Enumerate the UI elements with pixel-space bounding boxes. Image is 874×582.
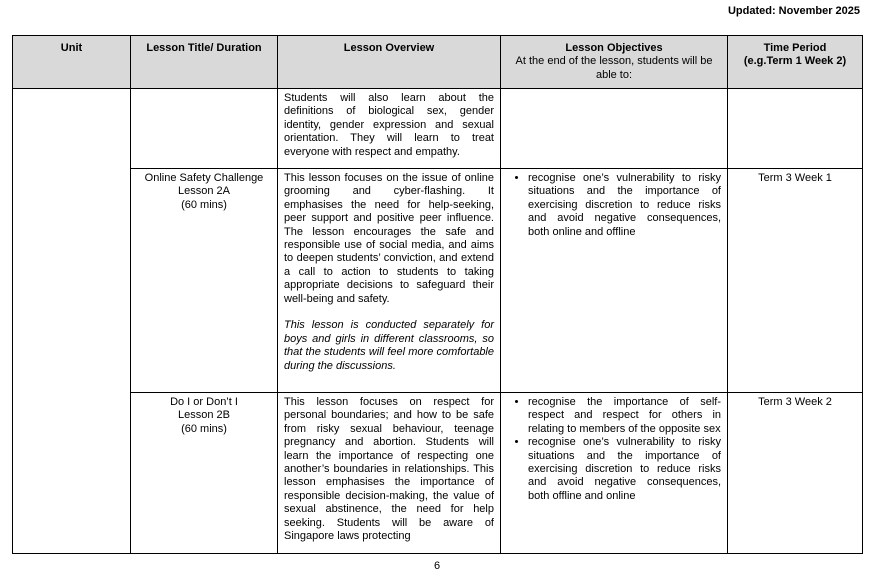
column-header-overview-label: Lesson Overview bbox=[343, 42, 435, 54]
objective-item: • recognise the importance of self-respect and respect for others in relating to members of the opposite sex bbox=[528, 396, 721, 436]
lesson-overview-cell bbox=[278, 169, 501, 393]
paragraph-spacer bbox=[284, 306, 494, 319]
column-header-time-period-subtext: (e.g.Term 1 Week 2) bbox=[743, 55, 847, 68]
lesson-title-cell bbox=[131, 89, 278, 169]
column-header-time-period-label: Time Period bbox=[763, 42, 827, 54]
lesson-overview-cell bbox=[278, 393, 501, 554]
objectives-list bbox=[507, 396, 721, 503]
updated-date-label: Updated: November 2025 bbox=[727, 5, 860, 17]
column-header-overview bbox=[278, 36, 501, 89]
table-row bbox=[13, 89, 863, 169]
unit-cell bbox=[13, 89, 131, 554]
objective-item: • recognise one’s vulnerability to risky situations and the importance of exercising discretion to reduce risks and avoid negative consequences, both offline and online bbox=[528, 436, 721, 503]
column-header-lesson-title bbox=[131, 36, 278, 89]
lesson-objectives-cell bbox=[501, 169, 728, 393]
table-row bbox=[13, 169, 863, 393]
overview-paragraph: This lesson focuses on respect for personal boundaries; and how to be safe from risky sexual behaviour, teenage pregnancy and abortion. Students will learn the importance of respecting one another’s boundaries in relationships. This lesson emphasises the importance of responsible decision-making, the value of sexual abstinence, the need for help seeking. Students will be aware of Singapore laws protecting bbox=[284, 396, 494, 543]
column-header-objectives-label: Lesson Objectives bbox=[565, 42, 663, 54]
lesson-title-line: Lesson 2B bbox=[178, 409, 230, 422]
objective-item: • recognise one’s vulnerability to risky situations and the importance of exercising discretion to reduce risks and avoid negative consequences, both online and offline bbox=[528, 172, 721, 239]
column-header-time-period bbox=[728, 36, 863, 89]
time-period-cell bbox=[728, 89, 863, 169]
lesson-overview-cell bbox=[278, 89, 501, 169]
overview-paragraph: Students will also learn about the definitions of biological sex, gender identity, gender expression and sexual orientation. They will learn to treat everyone with respect and empathy. bbox=[284, 92, 494, 158]
overview-paragraph: This lesson focuses on the issue of online grooming and cyber-flashing. It emphasises the need for help-seeking, peer support and positive peer influence. The lesson encourages the safe and responsible use of social media, and aims to deepen students’ conviction, and extend a call to action to students to taking appropriate decisions to safeguard their well-being and safety. bbox=[284, 172, 494, 305]
time-period-cell: Term 3 Week 2 bbox=[728, 393, 863, 554]
column-header-unit-label: Unit bbox=[60, 42, 83, 54]
column-header-objectives-subtext: At the end of the lesson, students will be able to: bbox=[515, 55, 713, 81]
lesson-objectives-cell bbox=[501, 393, 728, 554]
lesson-title-line: Online Safety Challenge bbox=[144, 172, 264, 184]
lesson-title-line: (60 mins) bbox=[181, 198, 227, 211]
lesson-title-cell bbox=[131, 393, 278, 554]
page-number: 6 bbox=[433, 560, 441, 572]
lesson-plan-table bbox=[12, 35, 863, 554]
lesson-title-cell bbox=[131, 169, 278, 393]
lesson-title-line: Do I or Don’t I bbox=[170, 396, 238, 408]
lesson-title-line: Lesson 2A bbox=[178, 185, 230, 198]
column-header-lesson-title-label: Lesson Title/ Duration bbox=[146, 42, 262, 54]
table-row bbox=[13, 393, 863, 554]
lesson-objectives-cell bbox=[501, 89, 728, 169]
lesson-title-line: (60 mins) bbox=[181, 422, 227, 435]
column-header-objectives bbox=[501, 36, 728, 89]
column-header-unit bbox=[13, 36, 131, 89]
table-header-row bbox=[13, 36, 863, 89]
time-period-cell: Term 3 Week 1 bbox=[728, 169, 863, 393]
objectives-list bbox=[507, 172, 721, 239]
overview-italic-note: This lesson is conducted separately for boys and girls in different classrooms, so that the students will feel more comfortable during the discussions. bbox=[284, 319, 494, 372]
